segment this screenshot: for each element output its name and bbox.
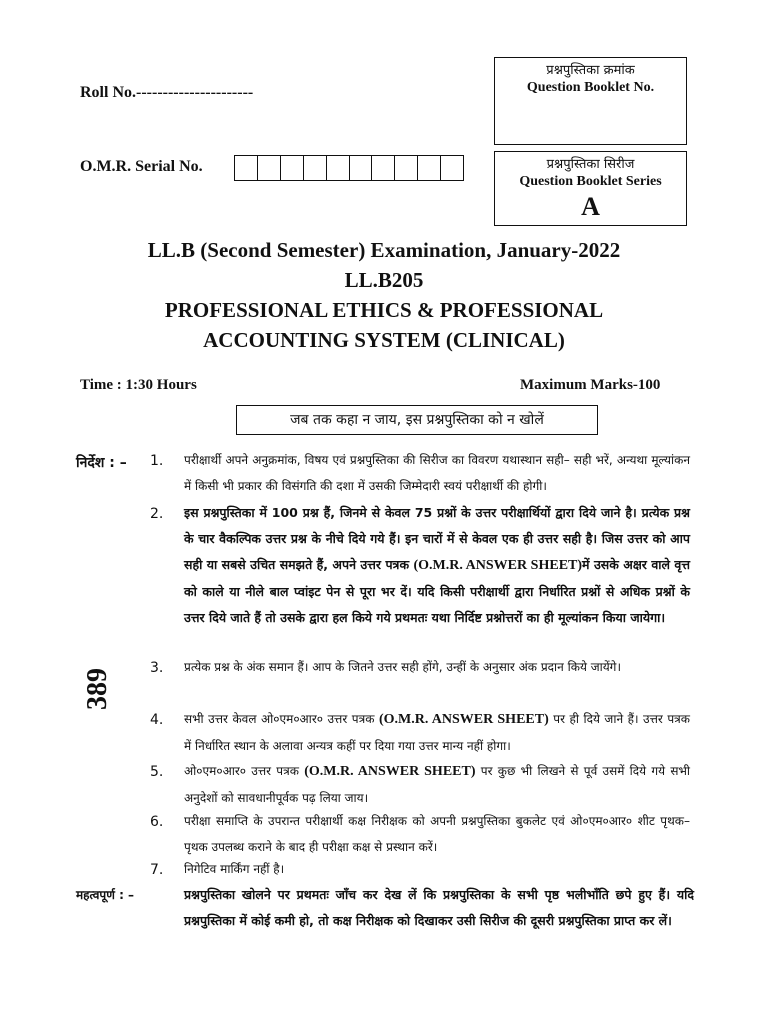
instruction-text	[184, 758, 690, 811]
omr-serial-digit-box	[304, 156, 327, 180]
maximum-marks: Maximum Marks-100	[520, 377, 661, 393]
question-booklet-number-box	[494, 57, 687, 145]
omr-serial-boxes	[234, 155, 464, 181]
instruction-text: प्रत्येक प्रश्न के अंक समान हैं। आप के जितने उत्तर सही होंगे, उन्हीं के अनुसार अंक प्रदान किये जायेंगे।	[184, 660, 621, 674]
instruction-text: परीक्षा समाप्ति के उपरान्त परीक्षार्थी कक्ष निरीक्षक को अपनी प्रश्नपुस्तिका बुकलेट एवं ओ०एम०आर० शीट पृथक–पृथक उपलब्ध कराने के बाद ही परीक्षा कक्ष से प्रस्थान करें।	[184, 814, 690, 854]
omr-answer-sheet-term: (O.M.R. ANSWER SHEET)	[413, 558, 583, 573]
booklet-series-letter: A	[581, 192, 600, 221]
booklet-series-label: Question Booklet Series	[519, 174, 662, 189]
instruction-number: 7.	[150, 862, 164, 878]
instruction-number: 4.	[150, 712, 164, 728]
omr-answer-sheet-term: (O.M.R. ANSWER SHEET)	[378, 712, 549, 727]
instruction-text-part: सभी उत्तर केवल ओ०एम०आर० उत्तर पत्रक	[184, 712, 379, 726]
instruction-number: 5.	[150, 764, 164, 780]
instruction-number: 3.	[150, 660, 164, 676]
omr-serial-digit-box	[441, 156, 463, 180]
exam-title: LL.B (Second Semester) Examination, January-2022	[147, 238, 621, 262]
subject-title-line2: ACCOUNTING SYSTEM (CLINICAL)	[203, 328, 565, 352]
booklet-number-label-hindi: प्रश्नपुस्तिका क्रमांक	[546, 63, 635, 78]
instruction-text-part: पर कुछ भी लिखने से पूर्व उसमें दिये गये सभी अनुदेशों को सावधानीपूर्वक पढ़ लिया जाय।	[184, 764, 691, 805]
side-code	[78, 650, 118, 720]
omr-serial-digit-box	[235, 156, 258, 180]
question-booklet-series-box	[494, 151, 687, 226]
instruction-text-part: ओ०एम०आर० उत्तर पत्रक	[184, 764, 305, 778]
course-code: LL.B205	[344, 268, 424, 292]
instruction-number: 2.	[150, 506, 164, 522]
omr-serial-digit-box	[418, 156, 441, 180]
time-allowed: Time : 1:30 Hours	[80, 377, 197, 393]
do-not-open-warning: जब तक कहा न जाय, इस प्रश्नपुस्तिका को न खोलें	[236, 405, 598, 435]
instruction-number: 6.	[150, 814, 164, 830]
roll-number-field: Roll No.----------------------	[80, 84, 254, 101]
exam-titles	[0, 235, 768, 355]
instruction-text-part: में उसके अक्षर वाले वृत्त को काले या नीले बाल प्वांइट पेन से पूरा भर दें। यदि किसी परीक्षार्थी द्वारा निर्धारित प्रश्नों से अधिक प्रश्नों के उत्तर दिये जाते हैं तो उसके द्वारा हल किये गये प्रथमतः यथा निर्दिष्ट प्रश्नोत्तरों का ही मूल्यांकन किया जायेगा।	[184, 557, 690, 625]
instruction-text-part: इस प्रश्नपुस्तिका में 100 प्रश्न हैं, जिनमे से केवल 75 प्रश्नों के उत्तर परीक्षार्थियों द्वारा दिये जाने है। प्रत्येक प्रश्न के चार वैकल्पिक उत्तर प्रश्न के नीचे दिये गये हैं। इन चारों में से केवल एक ही उत्तर सही है। जिस उत्तर को आप सही या सबसे उचित समझते हैं, अपने उत्तर पत्रक	[184, 505, 690, 572]
instruction-text: परीक्षार्थी अपने अनुक्रमांक, विषय एवं प्रश्नपुस्तिका की सिरीज का विवरण यथास्थान सही– सही भरें, अन्यथा मूल्यांकन में किसी भी प्रकार की विसंगति की दशा में उसकी जिम्मेदारी स्वयं परीक्षार्थी की होगी।	[184, 453, 690, 493]
important-label: महत्वपूर्ण : –	[76, 888, 135, 902]
omr-serial-digit-box	[372, 156, 395, 180]
instruction-text-part: पर ही दिये जाने हैं। उत्तर पत्रक में निर्धारित स्थान के अलावा अन्यत्र कहीं पर दिया गया उत्तर मान्य नहीं होगा।	[184, 712, 690, 753]
omr-serial-digit-box	[258, 156, 281, 180]
side-code-text: 389	[82, 668, 113, 710]
instruction-number: 1.	[150, 453, 164, 469]
subject-title-line1: PROFESSIONAL ETHICS & PROFESSIONAL	[164, 298, 604, 322]
instruction-text: निगेटिव मार्किंग नहीं है।	[184, 862, 285, 876]
omr-answer-sheet-term: (O.M.R. ANSWER SHEET)	[304, 764, 476, 779]
omr-serial-digit-box	[395, 156, 418, 180]
booklet-series-label-hindi: प्रश्नपुस्तिका सिरीज	[546, 157, 635, 172]
important-note: प्रश्नपुस्तिका खोलने पर प्रथमतः जाँच कर देख लें कि प्रश्नपुस्तिका के सभी पृष्ठ भलीभाँति छपे हुए हैं। यदि प्रश्नपुस्तिका में कोई कमी हो, तो कक्ष निरीक्षक को दिखाकर उसी सिरीज की दूसरी प्रश्नपुस्तिका प्राप्त कर लें।	[184, 887, 694, 928]
omr-serial-label: O.M.R. Serial No.	[80, 158, 203, 175]
instruction-text	[184, 500, 690, 631]
omr-serial-digit-box	[350, 156, 373, 180]
omr-serial-digit-box	[281, 156, 304, 180]
instruction-text	[184, 706, 690, 759]
omr-serial-digit-box	[327, 156, 350, 180]
instructions-label: निर्देश : –	[76, 455, 127, 471]
booklet-number-label: Question Booklet No.	[526, 80, 655, 95]
